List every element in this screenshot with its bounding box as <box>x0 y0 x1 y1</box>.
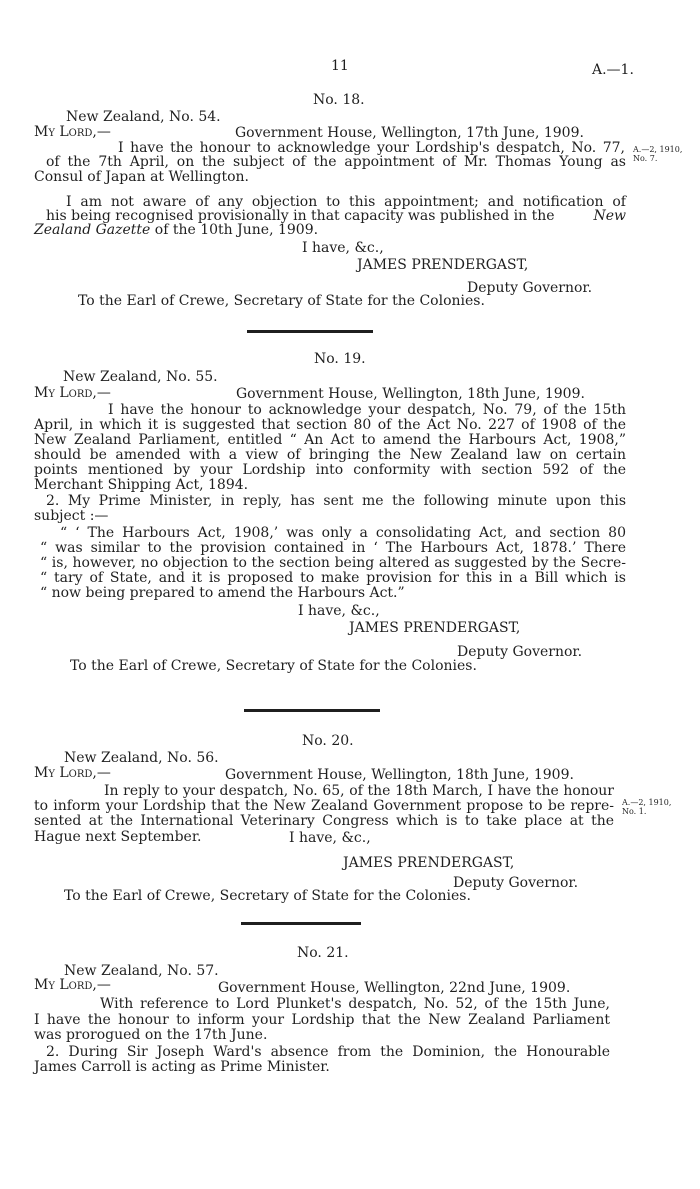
body-text: of the 10th June, 1909. <box>150 222 319 238</box>
body-line: I am not aware of any objection to this appointment; and notification of <box>66 194 626 210</box>
signature: JAMES PRENDERGAST, <box>349 620 521 636</box>
body-line: In reply to your despatch, No. 65, of the 18th March, I have the honour <box>104 783 614 799</box>
addressee: To the Earl of Crewe, Secretary of State for the Colonies. <box>78 293 485 309</box>
addressee: To the Earl of Crewe, Secretary of State for the Colonies. <box>64 888 471 904</box>
margin-ref-line: A.—2, 1910, <box>622 798 672 807</box>
body-line: sented at the International Veterinary Congress which is to take place at the <box>34 813 614 829</box>
dateline: Government House, Wellington, 18th June, 1909. <box>236 386 585 402</box>
margin-ref-line: No. 7. <box>633 154 658 163</box>
letter-number: No. 19. <box>314 351 366 367</box>
body-line: 2. My Prime Minister, in reply, has sent me the following minute upon this <box>46 493 626 509</box>
margin-ref-line: A.—2, 1910, <box>633 145 683 154</box>
letter-number: No. 18. <box>313 92 365 108</box>
margin-ref-line: No. 1. <box>622 807 647 816</box>
margin-reference <box>633 145 682 163</box>
signature: JAMES PRENDERGAST, <box>343 855 515 871</box>
body-line: Hague next September. <box>34 829 202 845</box>
body-line: Merchant Shipping Act, 1894. <box>34 477 249 493</box>
italic-text: New <box>593 208 626 224</box>
body-line: New Zealand Parliament, entitled “ An Act to amend the Harbours Act, 1908,” <box>34 432 626 448</box>
gazette-title: Zealand Gazette <box>34 222 151 238</box>
dateline: Government House, Wellington, 17th June, 1909. <box>235 125 584 141</box>
nz-number: New Zealand, No. 55. <box>63 369 218 385</box>
body-line: was prorogued on the 17th June. <box>34 1027 268 1043</box>
nz-number: New Zealand, No. 56. <box>64 750 219 766</box>
body-line: I have the honour to acknowledge your despatch, No. 79, of the 15th <box>108 402 626 418</box>
body-line: Consul of Japan at Wellington. <box>34 169 249 185</box>
body-line: to inform your Lordship that the New Zealand Government propose to be repre- <box>34 798 614 814</box>
body-line: I have the honour to acknowledge your Lordship's despatch, No. 77, <box>118 140 625 156</box>
section-divider <box>241 922 361 925</box>
quote-line: “ now being prepared to amend the Harbours Act.” <box>40 585 405 601</box>
salutation: My Lord,— <box>34 977 111 993</box>
body-line <box>34 223 318 237</box>
closing: I have, &c., <box>302 240 384 256</box>
section-divider <box>244 709 380 712</box>
body-line: of the 7th April, on the subject of the appointment of Mr. Thomas Young as <box>46 154 626 170</box>
addressee: To the Earl of Crewe, Secretary of State for the Colonies. <box>70 658 477 674</box>
signatory-title: Deputy Governor. <box>457 644 583 660</box>
document-reference: A.—1. <box>592 62 634 78</box>
closing: I have, &c., <box>298 603 380 619</box>
body-line: should be amended with a view of bringing the New Zealand law on certain <box>34 447 626 463</box>
dateline: Government House, Wellington, 18th June, 1909. <box>225 767 574 783</box>
dateline: Government House, Wellington, 22nd June, 1909. <box>218 980 571 996</box>
body-line: James Carroll is acting as Prime Minister. <box>34 1059 330 1075</box>
body-text: his being recognised provisionally in that capacity was published in the <box>46 208 555 224</box>
nz-number: New Zealand, No. 54. <box>66 109 221 125</box>
quote-line: “ ‘ The Harbours Act, 1908,’ was only a consolidating Act, and section 80 <box>60 525 626 541</box>
quote-line: “ was similar to the provision contained in ‘ The Harbours Act, 1878.’ There <box>40 540 626 556</box>
body-line: 2. During Sir Joseph Ward's absence from the Dominion, the Honourable <box>46 1044 610 1060</box>
body-line: With reference to Lord Plunket's despatch, No. 52, of the 15th June, <box>100 996 610 1012</box>
body-line: April, in which it is suggested that section 80 of the Act No. 227 of 1908 of the <box>34 417 626 433</box>
body-line: I have the honour to inform your Lordship that the New Zealand Parliament <box>34 1012 610 1028</box>
salutation: My Lord,— <box>34 385 111 401</box>
signature: JAMES PRENDERGAST, <box>357 257 529 273</box>
signatory-title: Deputy Governor. <box>467 280 593 296</box>
body-line: subject :— <box>34 508 109 524</box>
salutation: My Lord,— <box>34 765 111 781</box>
letter-number: No. 21. <box>297 945 349 961</box>
page-number: 11 <box>331 58 349 74</box>
letter-number: No. 20. <box>302 733 354 749</box>
quote-line: “ tary of State, and it is proposed to make provision for this in a Bill which is <box>40 570 626 586</box>
margin-reference <box>622 798 671 816</box>
nz-number: New Zealand, No. 57. <box>64 963 219 979</box>
body-line <box>46 209 626 223</box>
section-divider <box>247 330 373 333</box>
body-line: points mentioned by your Lordship into conformity with section 592 of the <box>34 462 626 478</box>
signatory-title: Deputy Governor. <box>453 875 579 891</box>
salutation: My Lord,— <box>34 124 111 140</box>
quote-line: “ is, however, no objection to the section being altered as suggested by the Secre- <box>40 555 626 571</box>
closing: I have, &c., <box>289 830 371 846</box>
